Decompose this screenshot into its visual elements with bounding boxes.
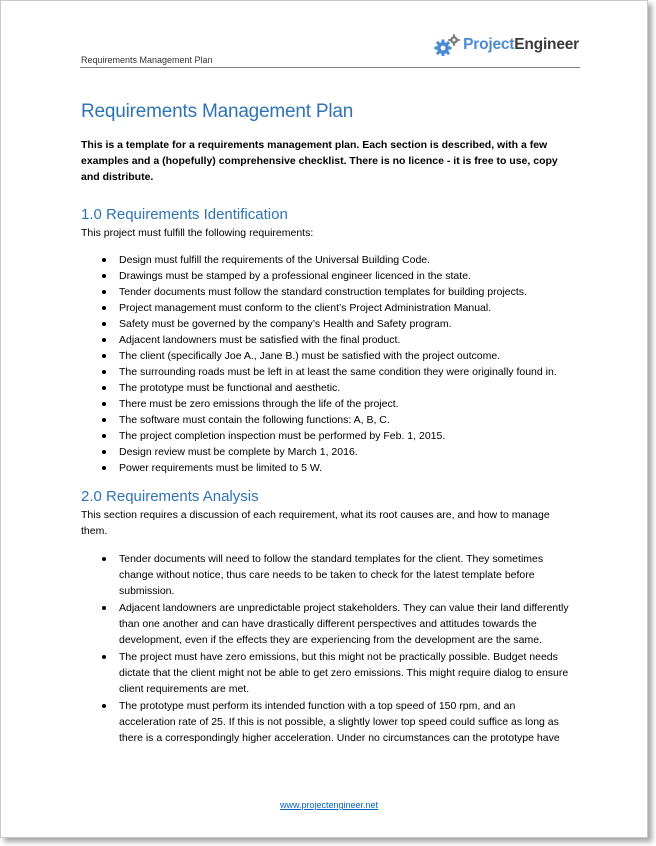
bullet-icon [102,466,106,470]
list-item [81,428,571,444]
list-item-text: Adjacent landowners are unpredictable project stakeholders. They can value their land differently than one another and can have drastically different perspectives and attitudes towards the development, even if the effects they are experiencing from the development are the same. [119,602,569,646]
analysis-list [81,551,571,746]
list-item [81,252,571,268]
list-item-text: The surrounding roads must be left in at least the same condition they were originally found in. [119,366,557,378]
list-item [81,332,571,348]
list-item-text: Design must fulfill the requirements of the Universal Building Code. [119,254,431,266]
bullet-icon [102,418,106,422]
list-item [81,412,571,428]
project-engineer-logo [434,34,579,56]
list-item [81,444,571,460]
bullet-icon [102,306,106,310]
document-body [81,99,571,747]
bullet-icon [102,557,106,561]
list-item [81,300,571,316]
bullet-icon [102,290,106,294]
logo-wordmark [463,36,579,54]
bullet-icon [102,338,106,342]
list-item-text: There must be zero emissions through the life of the project. [119,398,399,410]
list-item-text: The client (specifically Joe A., Jane B.) must be satisfied with the project outcome. [119,350,501,362]
logo-word-engineer: Engineer [514,36,579,53]
bullet-icon [102,322,106,326]
list-item [81,698,571,746]
bullet-icon [102,402,106,406]
bullet-icon [102,354,106,358]
list-item-text: Tender documents must follow the standard construction templates for building projects. [119,286,527,298]
bullet-icon [102,606,106,610]
requirements-list [81,252,571,476]
list-item-text: Drawings must be stamped by a professional engineer licenced in the state. [119,270,471,282]
section-heading-requirements-analysis: 2.0 Requirements Analysis [81,488,259,505]
bullet-icon [102,450,106,454]
list-item [81,284,571,300]
list-item [81,348,571,364]
section2-lead: This section requires a discussion of each requirement, what its root causes are, and how to manage them. [81,509,550,537]
list-item-text: Project management must conform to the client’s Project Administration Manual. [119,302,492,314]
list-item [81,396,571,412]
list-item [81,600,571,648]
list-item-text: Power requirements must be limited to 5 W. [119,462,323,474]
running-header-title: Requirements Management Plan [81,55,213,65]
section-heading-requirements-identification: 1.0 Requirements Identification [81,206,288,223]
bullet-icon [102,274,106,278]
list-item [81,380,571,396]
bullet-icon [102,370,106,374]
page-header [80,31,580,68]
gears-icon [434,34,460,56]
bullet-icon [102,704,106,708]
list-item-text: The project must have zero emissions, but this might not be practically possible. Budget needs dictate that the client might not be able to get zero emissions. This might require dialog to ensure client requirements are met. [119,651,569,695]
bullet-icon [102,386,106,390]
list-item [81,460,571,476]
page-footer [1,795,648,813]
bullet-icon [102,655,106,659]
list-item-text: Adjacent landowners must be satisfied with the final product. [119,334,401,346]
document-title: Requirements Management Plan [81,101,354,122]
website-link[interactable]: www.projectengineer.net [279,800,379,810]
list-item [81,649,571,697]
list-item [81,551,571,599]
logo-word-project: Project [463,36,515,53]
list-item-text: The prototype must be functional and aesthetic. [119,382,341,394]
section1-lead: This project must fulfill the following requirements: [81,227,314,239]
list-item-text: Tender documents will need to follow the standard templates for the client. They sometimes change without notice, thus care needs to be taken to check for the latest template before submission. [119,553,544,597]
list-item-text: The project completion inspection must be performed by Feb. 1, 2015. [119,430,446,442]
list-item-text: Design review must be complete by March 1, 2016. [119,446,358,458]
list-item [81,268,571,284]
list-item-text: The prototype must perform its intended function with a top speed of 150 rpm, and an acceleration rate of 25. If this is not possible, a slightly lower top speed could suffice as long as there is a correspondingly higher acceleration. Under no circumstances can the prototype have [119,700,560,744]
intro-paragraph: This is a template for a requirements management plan. Each section is described, with a few examples and a (hopefully) comprehensive checklist. There is no licence - it is free to use, copy and distribute. [81,139,558,183]
bullet-icon [102,258,106,262]
list-item-text: The software must contain the following functions: A, B, C. [119,414,390,426]
list-item [81,316,571,332]
list-item [81,364,571,380]
list-item-text: Safety must be governed by the company’s Health and Safety program. [119,318,452,330]
bullet-icon [102,434,106,438]
